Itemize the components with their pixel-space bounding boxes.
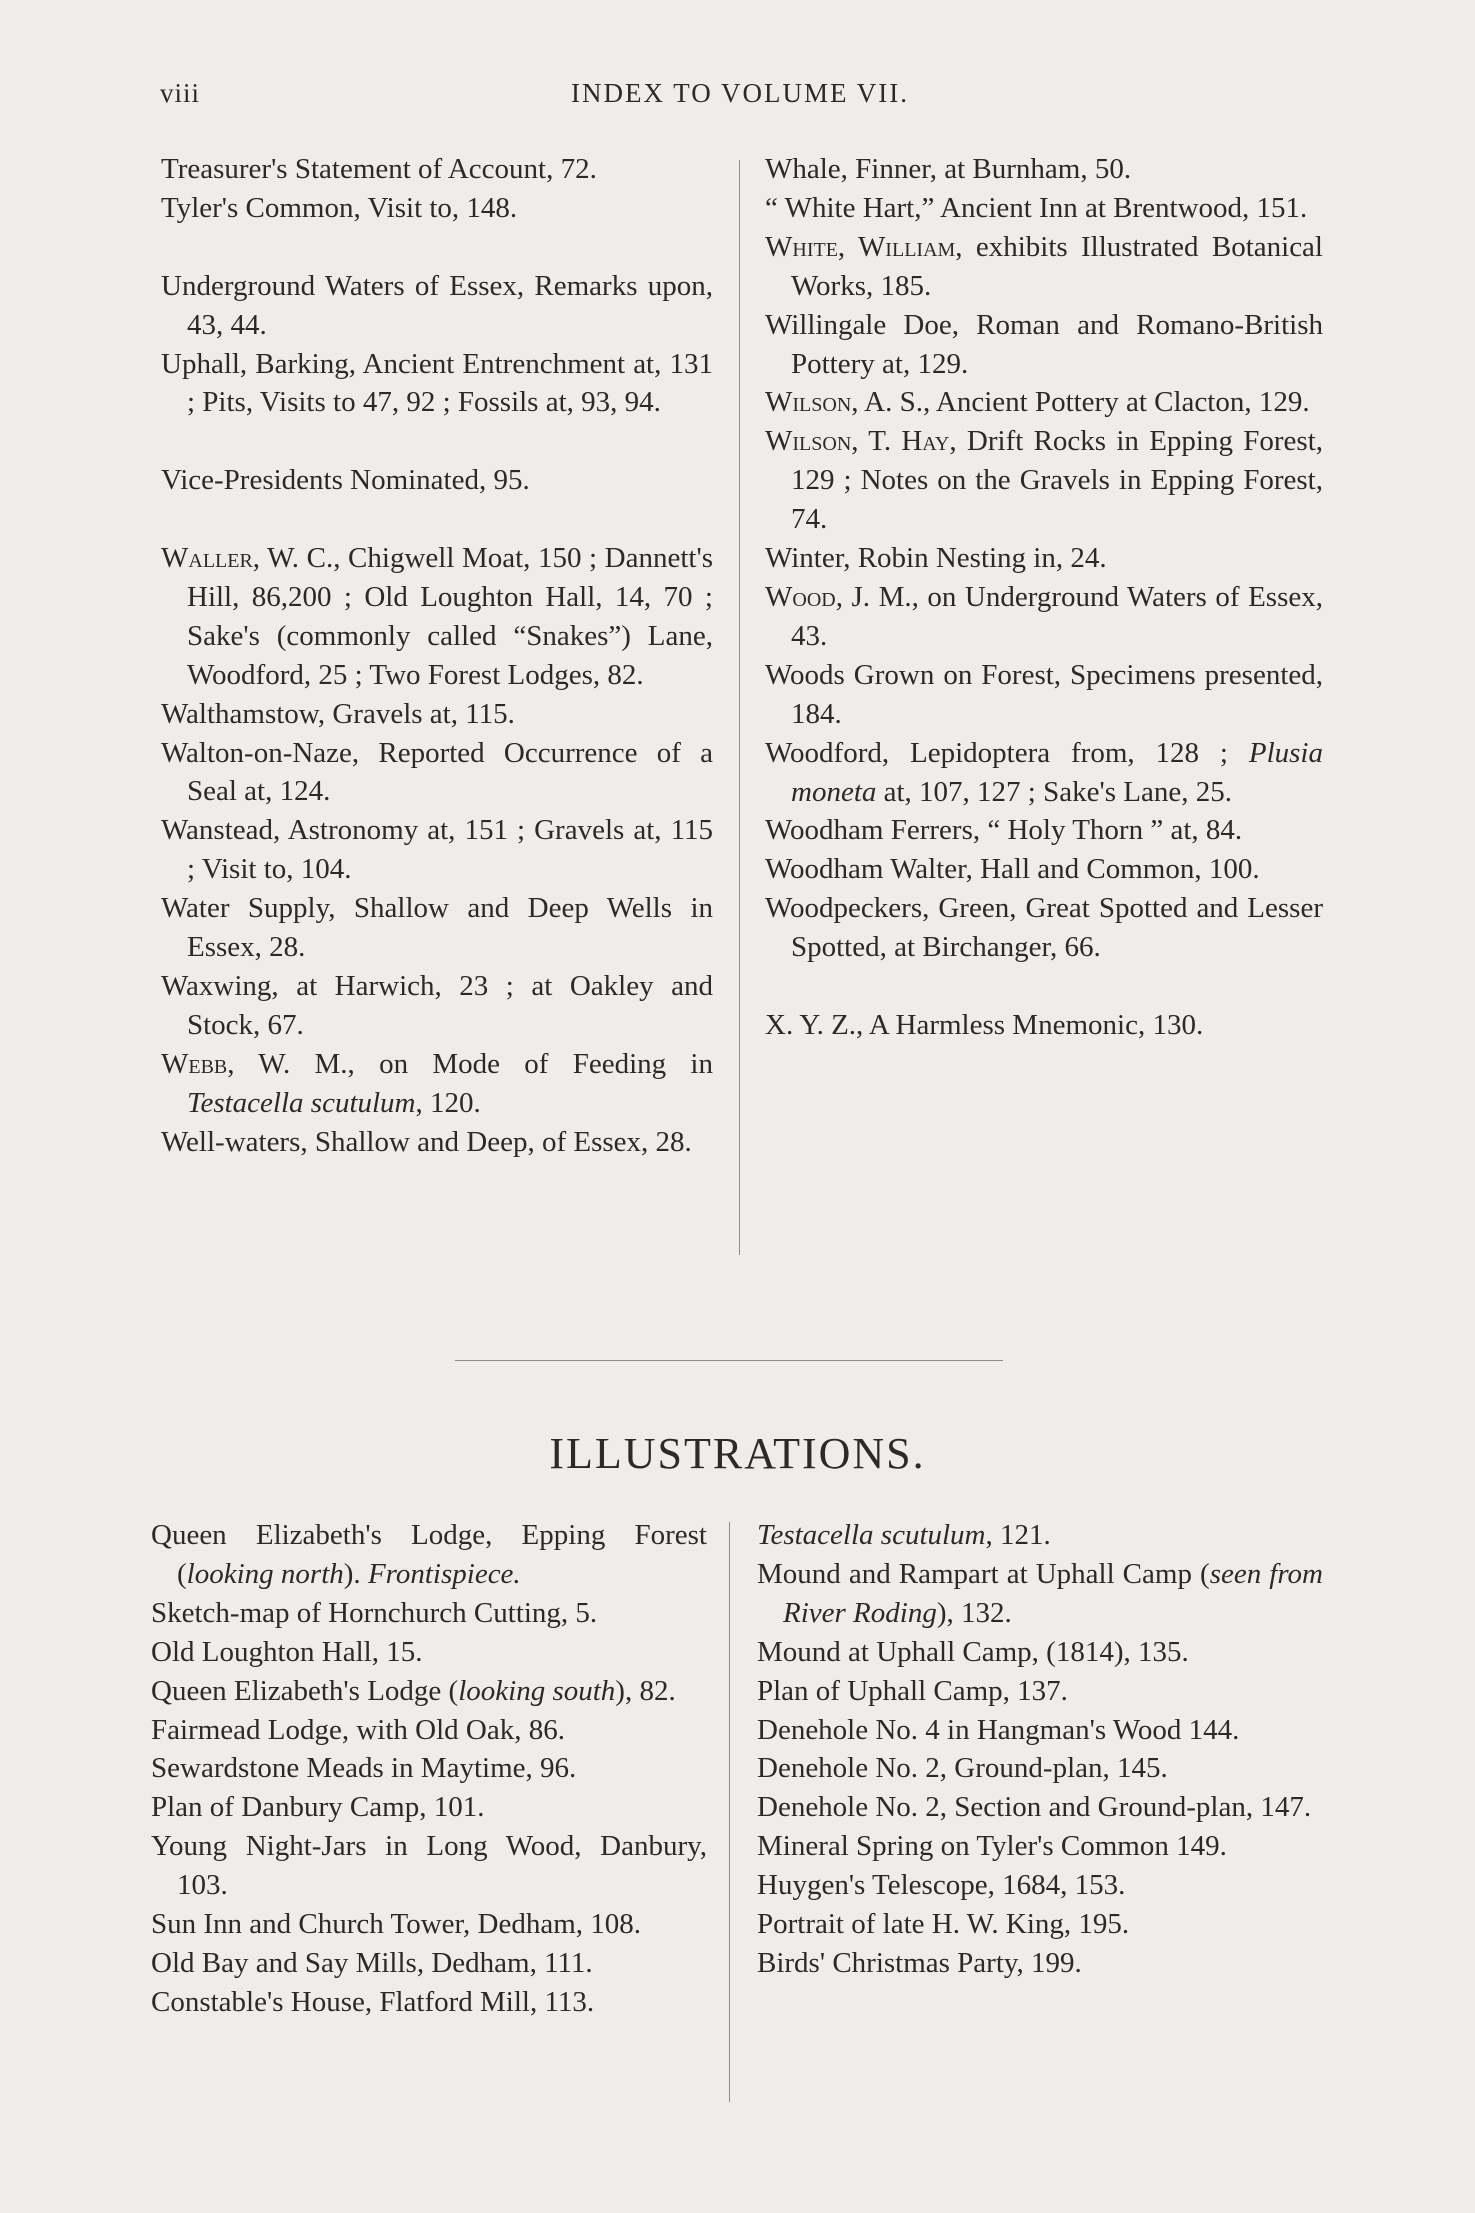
entry-text: Denehole No. 2, Section and Ground-plan, 147. bbox=[757, 1791, 1312, 1824]
index-entry bbox=[161, 967, 713, 1045]
entry-text: Sewardstone Meads in Maytime, 96. bbox=[151, 1752, 577, 1785]
index-entry bbox=[757, 1905, 1323, 1944]
entry-text: Well-waters, Shallow and Deep, of Essex, 28. bbox=[161, 1125, 692, 1158]
entry-text: Birds' Christmas Party, 199. bbox=[757, 1946, 1082, 1979]
entry-text: Plan of Uphall Camp, 137. bbox=[757, 1674, 1068, 1707]
index-entry bbox=[765, 228, 1323, 306]
index-entry bbox=[757, 1711, 1323, 1750]
entry-text: on Mode of Feeding in bbox=[354, 1047, 713, 1080]
index-column-right bbox=[765, 150, 1323, 1045]
entry-text: Willingale Doe, Roman and Romano-British Pottery at, 129. bbox=[765, 308, 1323, 380]
index-entry bbox=[161, 189, 713, 228]
index-entry bbox=[757, 1633, 1323, 1672]
entry-author: Wilson, T. Hay, bbox=[765, 425, 957, 458]
index-entry bbox=[765, 811, 1323, 850]
entry-author: Wilson, A. S., bbox=[765, 386, 931, 419]
entry-text: Winter, Robin Nesting in, 24. bbox=[765, 542, 1107, 575]
index-entry bbox=[765, 889, 1323, 967]
entry-italic: looking south bbox=[458, 1674, 616, 1707]
entry-author: White, William, bbox=[765, 230, 963, 263]
index-column-left bbox=[161, 150, 713, 1162]
entry-text: Drift Rocks in Epping Forest, 129 ; Notes on the Gravels in Epping Forest, 74. bbox=[791, 425, 1324, 536]
entry-text: Old Loughton Hall, 15. bbox=[151, 1635, 423, 1668]
entry-author: Waller, W. C., bbox=[161, 542, 341, 575]
entry-text: X. Y. Z., A Harmless Mnemonic, 130. bbox=[765, 1008, 1204, 1041]
entry-text: ), 132. bbox=[936, 1596, 1012, 1629]
entry-text: , 120. bbox=[415, 1086, 481, 1119]
entry-text: Old Bay and Say Mills, Dedham, 111. bbox=[151, 1946, 593, 1979]
entry-text: Woodham Walter, Hall and Common, 100. bbox=[765, 853, 1260, 886]
entry-text: Fairmead Lodge, with Old Oak, 86. bbox=[151, 1713, 565, 1746]
entry-italic: Testacella scutulum bbox=[187, 1086, 416, 1119]
entry-text: Queen Elizabeth's Lodge, Epping Forest ( bbox=[151, 1519, 707, 1590]
entry-italic: Testacella scutulum bbox=[757, 1519, 986, 1551]
index-entry bbox=[757, 1788, 1323, 1827]
index-entry bbox=[757, 1749, 1323, 1788]
entry-text: Treasurer's Statement of Account, 72. bbox=[161, 153, 597, 185]
entry-gap bbox=[161, 422, 713, 461]
index-entry bbox=[757, 1944, 1323, 1983]
index-entry bbox=[151, 1983, 707, 2022]
entry-text: Young Night-Jars in Long Wood, Danbury, 103. bbox=[151, 1830, 707, 1902]
entry-text: Uphall, Barking, Ancient Entrenchment at, 131 ; Pits, Visits to 47, 92 ; Fossils at, 93, 94. bbox=[161, 347, 713, 419]
index-entry bbox=[757, 1555, 1323, 1633]
running-header bbox=[160, 78, 1320, 114]
entry-text: ). bbox=[343, 1557, 368, 1590]
entry-gap bbox=[161, 500, 713, 539]
entry-text: Denehole No. 4 in Hangman's Wood 144. bbox=[757, 1713, 1240, 1746]
running-title: INDEX TO VOLUME VII. bbox=[571, 78, 909, 108]
index-entry bbox=[161, 461, 713, 500]
entry-text: Mound at Uphall Camp, (1814), 135. bbox=[757, 1635, 1189, 1668]
index-entry bbox=[765, 383, 1323, 422]
index-entry bbox=[151, 1749, 707, 1788]
index-entry bbox=[765, 189, 1323, 228]
index-entry bbox=[161, 267, 713, 345]
entry-text: Walton-on-Naze, Reported Occurrence of a Seal at, 124. bbox=[161, 736, 713, 808]
entry-text: Underground Waters of Essex, Remarks upon, 43, 44. bbox=[161, 269, 713, 341]
index-entry bbox=[151, 1633, 707, 1672]
index-entry bbox=[151, 1711, 707, 1750]
entry-text: Huygen's Telescope, 1684, 153. bbox=[757, 1869, 1126, 1902]
index-entry bbox=[765, 1006, 1323, 1045]
index-entry bbox=[765, 150, 1323, 189]
column-divider bbox=[729, 1522, 730, 2102]
entry-text: Chigwell Moat, 150 ; Dannett's Hill, 86,200 ; Old Loughton Hall, 14, 70 ; Sake's (commonly called “Snakes”) Lane, Woodford, 25 ; Two Forest Lodges, 82. bbox=[187, 542, 713, 691]
entry-gap bbox=[161, 228, 713, 267]
index-entry bbox=[151, 1594, 707, 1633]
index-entry bbox=[151, 1827, 707, 1905]
illustrations-column-right bbox=[757, 1516, 1323, 1983]
entry-text: , 121. bbox=[985, 1519, 1051, 1551]
entry-italic: Frontispiece. bbox=[367, 1557, 521, 1590]
index-entry bbox=[151, 1672, 707, 1711]
entry-text: ), 82. bbox=[615, 1674, 676, 1707]
index-entry bbox=[765, 539, 1323, 578]
index-entry bbox=[757, 1516, 1323, 1555]
index-entry bbox=[161, 1123, 713, 1162]
entry-gap bbox=[765, 967, 1323, 1006]
index-entry bbox=[765, 422, 1323, 539]
entry-text: Water Supply, Shallow and Deep Wells in Essex, 28. bbox=[161, 892, 713, 964]
entry-text: Whale, Finner, at Burnham, 50. bbox=[765, 153, 1132, 185]
index-entry bbox=[765, 578, 1323, 656]
index-entry bbox=[161, 539, 713, 695]
entry-text: Denehole No. 2, Ground-plan, 145. bbox=[757, 1752, 1168, 1785]
entry-text: Tyler's Common, Visit to, 148. bbox=[161, 191, 518, 224]
index-entry bbox=[151, 1788, 707, 1827]
index-entry bbox=[765, 656, 1323, 734]
index-entry bbox=[765, 850, 1323, 889]
entry-text: Woodford, Lepidoptera from, 128 ; bbox=[765, 736, 1249, 769]
index-entry bbox=[161, 811, 713, 889]
index-entry bbox=[161, 889, 713, 967]
entry-text: Plan of Danbury Camp, 101. bbox=[151, 1791, 485, 1824]
entry-text: Wanstead, Astronomy at, 151 ; Gravels at, 115 ; Visit to, 104. bbox=[161, 814, 713, 886]
entry-author: Wood, J. M., bbox=[765, 580, 919, 613]
entry-text: Portrait of late H. W. King, 195. bbox=[757, 1908, 1130, 1941]
index-entry bbox=[757, 1866, 1323, 1905]
entry-italic: seen from River Roding bbox=[783, 1557, 1323, 1629]
entry-italic: looking north bbox=[186, 1557, 344, 1590]
index-entry bbox=[161, 734, 713, 812]
index-entry bbox=[161, 1045, 713, 1123]
entry-text: exhibits Illustrated Botanical Works, 185. bbox=[791, 230, 1323, 302]
entry-text: on Underground Waters of Essex, 43. bbox=[791, 580, 1323, 652]
illustrations-column-left bbox=[151, 1516, 707, 2022]
index-entry bbox=[161, 345, 713, 423]
column-divider bbox=[739, 160, 740, 1255]
index-entry bbox=[161, 150, 713, 189]
entry-italic: Plusia moneta bbox=[791, 736, 1323, 808]
index-entry bbox=[757, 1672, 1323, 1711]
index-entry bbox=[151, 1944, 707, 1983]
entry-author: Webb, W. M., bbox=[161, 1047, 355, 1080]
index-entry bbox=[161, 695, 713, 734]
entry-text: Woods Grown on Forest, Specimens presented, 184. bbox=[765, 658, 1323, 730]
entry-text: Ancient Pottery at Clacton, 129. bbox=[930, 386, 1310, 419]
entry-text: Waxwing, at Harwich, 23 ; at Oakley and Stock, 67. bbox=[161, 969, 713, 1041]
index-entry bbox=[765, 734, 1323, 812]
entry-text: Queen Elizabeth's Lodge ( bbox=[151, 1674, 459, 1707]
entry-text: Vice-Presidents Nominated, 95. bbox=[161, 464, 530, 497]
entry-text: Walthamstow, Gravels at, 115. bbox=[161, 697, 515, 730]
entry-text: at, 107, 127 ; Sake's Lane, 25. bbox=[876, 775, 1232, 808]
entry-text: Sketch-map of Hornchurch Cutting, 5. bbox=[151, 1596, 598, 1629]
page-number: viii bbox=[160, 78, 201, 108]
entry-text: Woodpeckers, Green, Great Spotted and Lesser Spotted, at Birchanger, 66. bbox=[765, 892, 1323, 964]
entry-text: Sun Inn and Church Tower, Dedham, 108. bbox=[151, 1908, 641, 1941]
entry-text: “ White Hart,” Ancient Inn at Brentwood, 151. bbox=[765, 191, 1308, 224]
section-rule bbox=[455, 1360, 1003, 1361]
index-entry bbox=[151, 1905, 707, 1944]
index-entry bbox=[151, 1516, 707, 1594]
entry-text: Constable's House, Flatford Mill, 113. bbox=[151, 1985, 595, 2018]
entry-text: Mound and Rampart at Uphall Camp ( bbox=[757, 1557, 1210, 1590]
illustrations-heading: ILLUSTRATIONS. bbox=[549, 1429, 926, 1478]
index-entry bbox=[757, 1827, 1323, 1866]
entry-text: Mineral Spring on Tyler's Common 149. bbox=[757, 1830, 1227, 1863]
index-entry bbox=[765, 306, 1323, 384]
entry-text: Woodham Ferrers, “ Holy Thorn ” at, 84. bbox=[765, 814, 1243, 847]
